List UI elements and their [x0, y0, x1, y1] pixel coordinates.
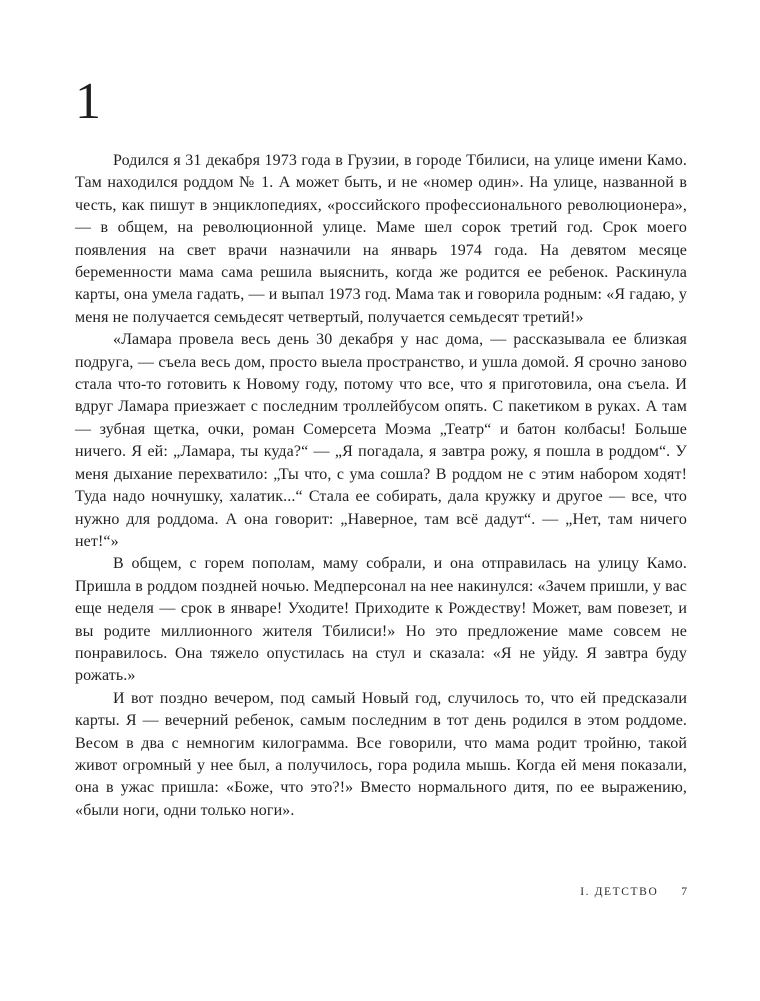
paragraph: «Ламара провела весь день 30 декабря у нас дома, — рассказывала ее близкая подруга, — съела весь дом, просто выела пространство, и ушла домой. Я срочно заново стала что-то готовить к Новому году, потому что все, что я приготовила, она съела. И вдруг Ламара приезжает с последним троллейбусом опять. С пакетиком в руках. А там — зубная щетка, очки, роман Сомерсета Моэма „Театр“ и батон колбасы! Больше ничего. Я ей: „Ламара, ты куда?“ — „Я погадала, я завтра рожу, я пошла в роддом“. У меня дыхание перехватило: „Ты что, с ума сошла? В роддом не с этим набором ходят! Туда надо ночнушку, халатик...“ Стала ее собирать, дала кружку и другое — все, что нужно для роддома. А она говорит: „Наверное, там всё дадут“. — „Нет, там ничего нет!“» [75, 331, 687, 550]
body-text [75, 150, 687, 822]
paragraph: Родился я 31 декабря 1973 года в Грузии, в городе Тбилиси, на улице имени Камо. Там находился роддом № 1. А может быть, и не «номер один». На улице, названной в честь, как пишут в энциклопедиях, «российского профессионального революционера», — в общем, на революционной улице. Маме шел сорок третий год. Срок моего появления на свет врачи назначили на январь 1974 года. На девятом месяце беременности мама сама решила выяснить, когда же родится ее ребенок. Раскинула карты, она умела гадать, — и выпал 1973 год. Мама так и говорила родным: «Я гадаю, у меня не получается семьдесят четвертый, получается семьдесят третий!» [75, 152, 687, 326]
paragraph: В общем, с горем пополам, маму собрали, и она отправилась на улицу Камо. Пришла в роддом поздней ночью. Медперсонал на нее накинулся: «Зачем пришли, у вас еще неделя — срок в январе! Уходите! Приходите к Рождеству! Может, вам повезет, и вы родите миллионного жителя Тбилиси!» Но это предложение маме совсем не понравилось. Она тяжело опустилась на стул и сказала: «Я не уйду. Я завтра буду рожать.» [75, 555, 687, 685]
running-head: I. ДЕТСТВО [580, 886, 659, 898]
chapter-number: 1 [75, 73, 101, 130]
paragraph: И вот поздно вечером, под самый Новый год, случилось то, что ей предсказали карты. Я — вечерний ребенок, самым последним в тот день родился в этом роддоме. Весом в два с немногим килограмма. Все говорили, что мама родит тройню, такой живот огромный у нее был, а получилось, гора родила мышь. Когда ей меня показали, она в ужас пришла: «Боже, что это?!» Вместо нормального дитя, по ее выражению, «были ноги, одни только ноги». [75, 689, 687, 819]
page-number: 7 [681, 886, 687, 898]
page-footer [75, 886, 687, 898]
